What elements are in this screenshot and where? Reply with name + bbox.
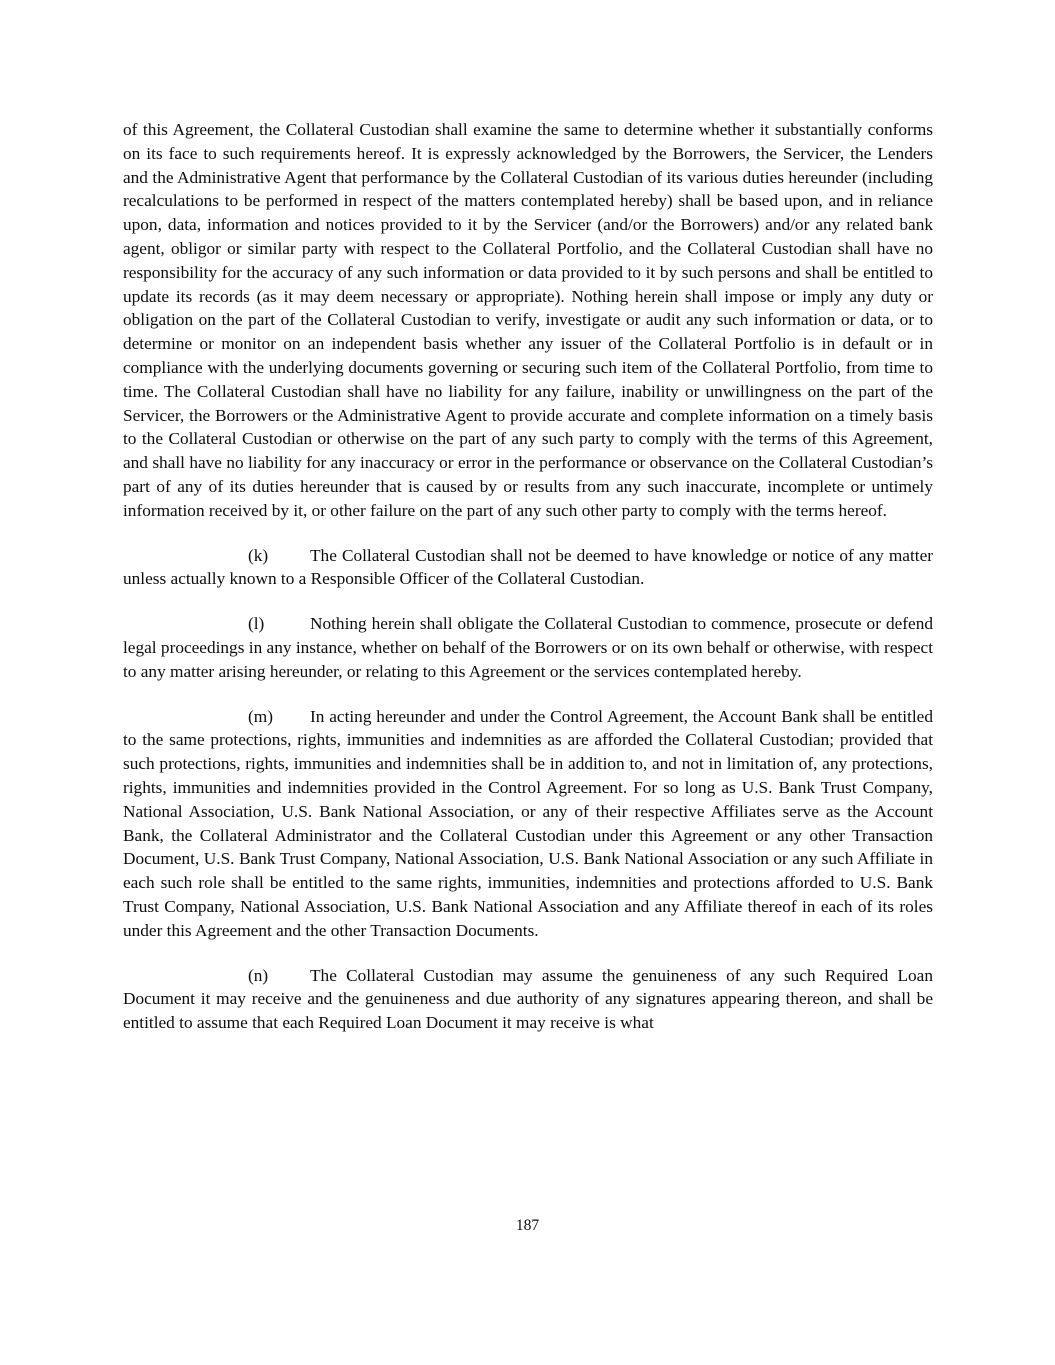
paragraph-n [123,964,933,1035]
paragraph-k-text: The Collateral Custodian shall not be deemed to have knowledge or notice of any matter unless actually known to a Responsible Officer of the Collateral Custodian. [123,545,933,589]
paragraph-continuation: of this Agreement, the Collateral Custodian shall examine the same to determine whether it substantially conforms on its face to such requirements hereof. It is expressly acknowledged by the Borrowers, the Servicer, the Lenders and the Administrative Agent that performance by the Collateral Custodian of its various duties hereunder (including recalculations to be performed in respect of the matters contemplated hereby) shall be based upon, and in reliance upon, data, information and notices provided to it by the Servicer (and/or the Borrowers) and/or any related bank agent, obligor or similar party with respect to the Collateral Portfolio, and the Collateral Custodian shall have no responsibility for the accuracy of any such information or data provided to it by such persons and shall be entitled to update its records (as it may deem necessary or appropriate). Nothing herein shall impose or imply any duty or obligation on the part of the Collateral Custodian to verify, investigate or audit any such information or data, or to determine or monitor on an independent basis whether any issuer of the Collateral Portfolio is in default or in compliance with the underlying documents governing or securing such item of the Collateral Portfolio, from time to time. The Collateral Custodian shall have no liability for any failure, inability or unwillingness on the part of the Servicer, the Borrowers or the Administrative Agent to provide accurate and complete information on a timely basis to the Collateral Custodian or otherwise on the part of any such party to comply with the terms of this Agreement, and shall have no liability for any inaccuracy or error in the performance or observance on the Collateral Custodian’s part of any of its duties hereunder that is caused by or results from any such inaccurate, incomplete or untimely information received by it, or other failure on the part of any such other party to comply with the terms hereof. [123,120,933,520]
paragraph-m-text: In acting hereunder and under the Control Agreement, the Account Bank shall be entitled to the same protections, rights, immunities and indemnities as are afforded the Collateral Custodian; provided that such protections, rights, immunities and indemnities shall be in addition to, and not in limitation of, any protections, rights, immunities and indemnities provided in the Control Agreement. For so long as U.S. Bank Trust Company, National Association, U.S. Bank National Association, or any of their respective Affiliates serve as the Account Bank, the Collateral Administrator and the Collateral Custodian under this Agreement or any other Transaction Document, U.S. Bank Trust Company, National Association, U.S. Bank National Association or any such Affiliate in each such role shall be entitled to the same rights, immunities, indemnities and protections afforded to U.S. Bank Trust Company, National Association, U.S. Bank National Association and any Affiliate thereof in each of its roles under this Agreement and the other Transaction Documents. [123,706,933,940]
paragraph-n-label: (n) [248,965,269,985]
page-number: 187 [515,1217,540,1234]
document-body [123,118,933,1035]
paragraph-l-text: Nothing herein shall obligate the Collateral Custodian to commence, prosecute or defend legal proceedings in any instance, whether on behalf of the Borrowers or on its own behalf or otherwise, with respect to any matter arising hereunder, or relating to this Agreement or the services contemplated hereby. [123,614,933,681]
paragraph-n-text: The Collateral Custodian may assume the genuineness of any such Required Loan Document it may receive and the genuineness and due authority of any signatures appearing thereon, and shall be entitled to assume that each Required Loan Document it may receive is what [123,965,933,1033]
paragraph-m-label: (m) [248,706,273,726]
paragraph-l [123,612,933,683]
paragraph-m [123,705,933,943]
paragraph-l-label: (l) [248,614,265,634]
paragraph-k-label: (k) [248,545,269,565]
paragraph-k [123,544,933,592]
